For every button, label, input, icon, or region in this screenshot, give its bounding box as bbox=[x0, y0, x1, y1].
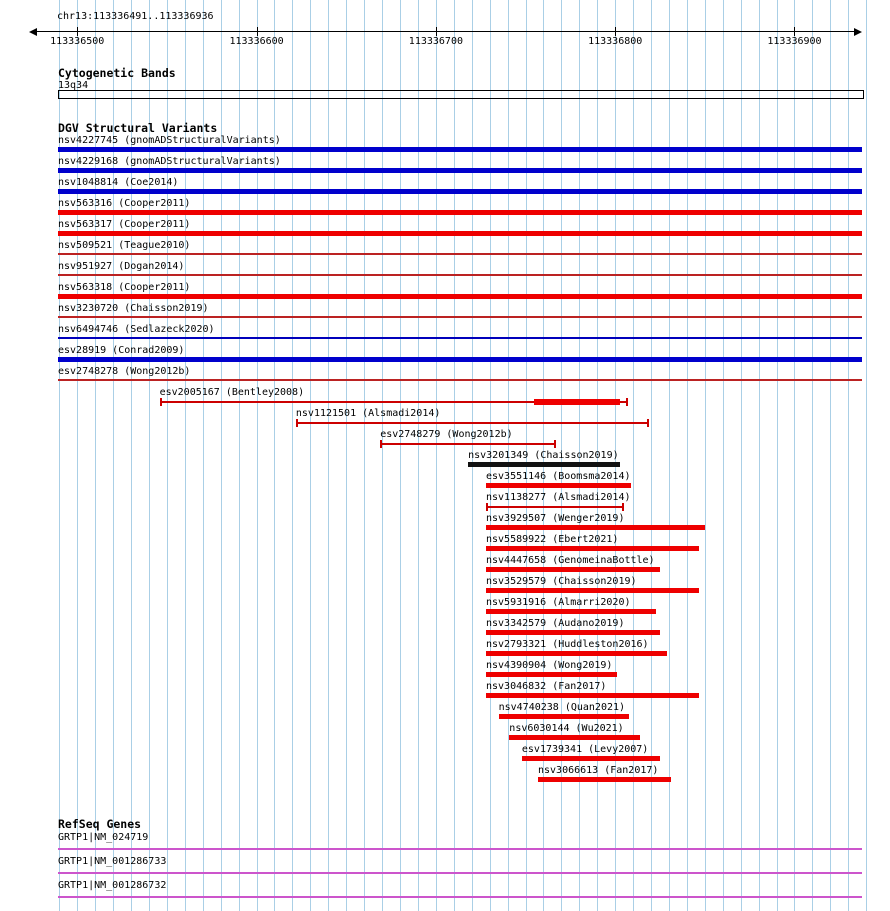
variant-label[interactable]: esv2005167 (Bentley2008) bbox=[159, 387, 305, 398]
gene-line[interactable] bbox=[58, 896, 862, 898]
variant-label[interactable]: esv1739341 (Levy2007) bbox=[521, 744, 649, 755]
variant-label[interactable]: nsv5931916 (Almarri2020) bbox=[486, 597, 631, 608]
gene-label[interactable]: GRTP1|NM_024719 bbox=[58, 832, 149, 843]
axis-tick-label: 113336500 bbox=[50, 36, 105, 47]
variant-label[interactable]: nsv3066613 (Fan2017) bbox=[538, 765, 659, 776]
variant-label[interactable]: nsv3230720 (Chaisson2019) bbox=[58, 303, 209, 314]
variant-label[interactable]: nsv4227745 (gnomADStructuralVariants) bbox=[58, 135, 281, 146]
cytoband-label: 13q34 bbox=[58, 80, 89, 91]
variant-label[interactable]: nsv563318 (Cooper2011) bbox=[58, 282, 191, 293]
variant-label[interactable]: nsv6030144 (Wu2021) bbox=[509, 723, 624, 734]
gene-line[interactable] bbox=[58, 848, 862, 850]
variant-label[interactable]: esv2748278 (Wong2012b) bbox=[58, 366, 191, 377]
variant-label[interactable]: nsv3046832 (Fan2017) bbox=[486, 681, 607, 692]
axis-tick-label: 113336900 bbox=[767, 36, 822, 47]
variant-label[interactable]: nsv4740238 (Quan2021) bbox=[498, 702, 626, 713]
variant-label[interactable]: nsv3201349 (Chaisson2019) bbox=[468, 450, 619, 461]
variant-label[interactable]: nsv4447658 (GenomeinaBottle) bbox=[486, 555, 655, 566]
gene-line[interactable] bbox=[58, 872, 862, 874]
variant-label[interactable]: nsv563316 (Cooper2011) bbox=[58, 198, 191, 209]
section-header-cytogenetic: Cytogenetic Bands bbox=[58, 66, 176, 80]
section-header-refseq: RefSeq Genes bbox=[58, 817, 142, 831]
variant-label[interactable]: nsv4390904 (Wong2019) bbox=[486, 660, 613, 671]
axis-tick-label: 113336700 bbox=[408, 36, 463, 47]
section-header-dgv: DGV Structural Variants bbox=[58, 121, 218, 135]
variant-label[interactable]: nsv1121501 (Alsmadi2014) bbox=[295, 408, 441, 419]
axis-tick-label: 113336800 bbox=[588, 36, 643, 47]
variant-label[interactable]: nsv1048814 (Coe2014) bbox=[58, 177, 179, 188]
gene-label[interactable]: GRTP1|NM_001286732 bbox=[58, 880, 167, 891]
gene-label[interactable]: GRTP1|NM_001286733 bbox=[58, 856, 167, 867]
variant-label[interactable]: nsv3929507 (Wenger2019) bbox=[486, 513, 625, 524]
variant-label[interactable]: nsv2793321 (Huddleston2016) bbox=[486, 639, 649, 650]
variant-label[interactable]: esv3551146 (Boomsma2014) bbox=[486, 471, 631, 482]
variant-label[interactable]: nsv1138277 (Alsmadi2014) bbox=[486, 492, 631, 503]
variant-label[interactable]: nsv5589922 (Ebert2021) bbox=[486, 534, 619, 545]
variant-label[interactable]: nsv509521 (Teague2010) bbox=[58, 240, 191, 251]
variant-label[interactable]: esv28919 (Conrad2009) bbox=[58, 345, 185, 356]
variant-label[interactable]: nsv563317 (Cooper2011) bbox=[58, 219, 191, 230]
variant-label[interactable]: esv2748279 (Wong2012b) bbox=[380, 429, 513, 440]
region-title: chr13:113336491..113336936 bbox=[57, 11, 214, 22]
variant-label[interactable]: nsv951927 (Dogan2014) bbox=[58, 261, 185, 272]
variant-label[interactable]: nsv4229168 (gnomADStructuralVariants) bbox=[58, 156, 281, 167]
variant-label[interactable]: nsv3342579 (Audano2019) bbox=[486, 618, 625, 629]
axis-tick-label: 113336600 bbox=[229, 36, 284, 47]
variant-label[interactable]: nsv3529579 (Chaisson2019) bbox=[486, 576, 637, 587]
variant-label[interactable]: nsv6494746 (Sedlazeck2020) bbox=[58, 324, 215, 335]
